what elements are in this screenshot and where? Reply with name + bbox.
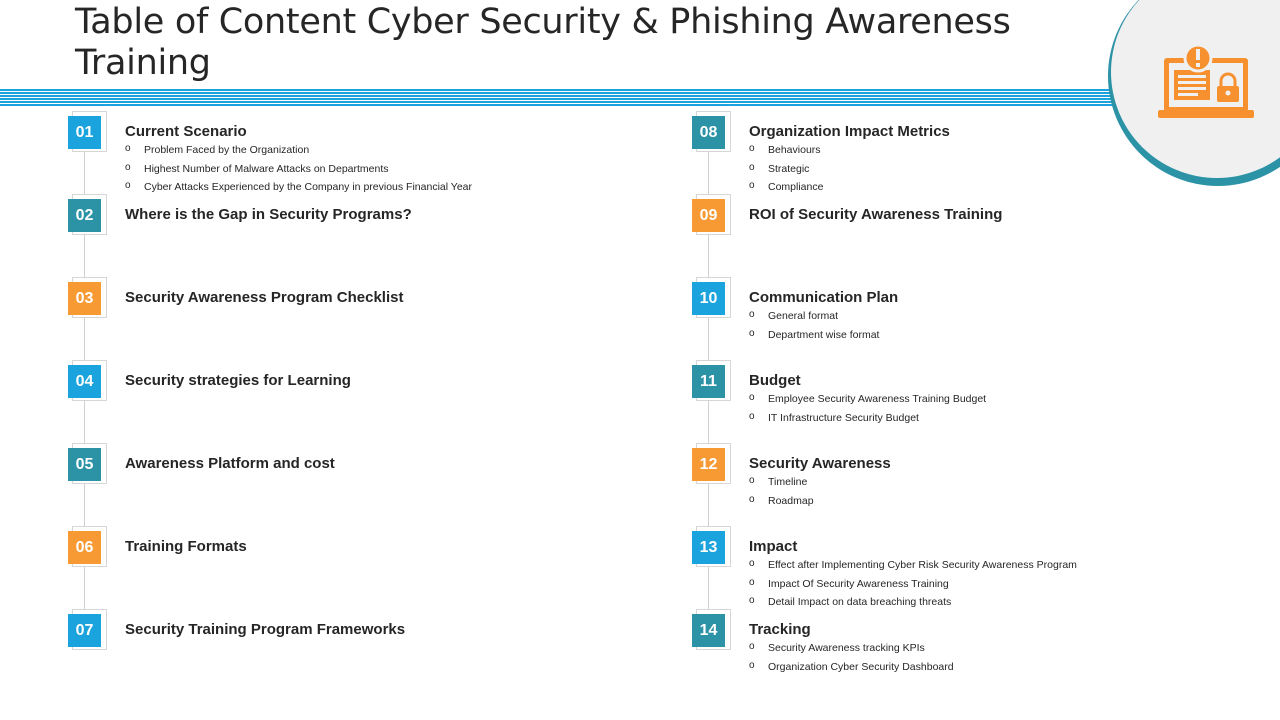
toc-item — [692, 360, 1252, 440]
connector-line — [84, 396, 85, 444]
sub-item: o Highest Number of Malware Attacks on Departments — [125, 160, 472, 179]
item-number: 14 — [692, 614, 725, 647]
sub-item: o Detail Impact on data breaching threats — [749, 593, 1077, 612]
sub-item: o Compliance — [749, 178, 823, 197]
number-badge — [68, 277, 106, 318]
item-title: Security Awareness Program Checklist — [125, 289, 404, 306]
toc-item — [68, 194, 628, 274]
sub-item-list — [749, 307, 879, 344]
item-title: ROI of Security Awareness Training — [749, 206, 1003, 223]
item-number: 10 — [692, 282, 725, 315]
toc-item — [68, 526, 628, 606]
item-number: 04 — [68, 365, 101, 398]
sub-item-list — [125, 141, 472, 197]
number-badge — [692, 194, 730, 235]
connector-line — [84, 230, 85, 278]
item-title: Communication Plan — [749, 289, 899, 306]
connector-line — [84, 147, 85, 195]
item-title: Where is the Gap in Security Programs? — [125, 206, 412, 223]
toc-item — [692, 277, 1252, 357]
connector-line — [708, 562, 709, 610]
sub-item: o Effect after Implementing Cyber Risk Security Awareness Program — [749, 556, 1077, 575]
connector-line — [84, 479, 85, 527]
number-badge — [68, 360, 106, 401]
item-title: Organization Impact Metrics — [749, 123, 950, 140]
sub-item: o Cyber Attacks Experienced by the Company in previous Financial Year — [125, 178, 472, 197]
item-number: 11 — [692, 365, 725, 398]
sub-item-list — [749, 556, 1077, 612]
toc-item — [692, 194, 1252, 274]
sub-item-list — [749, 639, 954, 676]
connector-line — [708, 396, 709, 444]
item-number: 12 — [692, 448, 725, 481]
item-number: 03 — [68, 282, 101, 315]
toc-item — [68, 277, 628, 357]
sub-item: o IT Infrastructure Security Budget — [749, 409, 986, 428]
item-number: 02 — [68, 199, 101, 232]
sub-item: o Department wise format — [749, 326, 879, 345]
toc-item — [68, 360, 628, 440]
item-title: Security Awareness — [749, 455, 891, 472]
sub-item-list — [749, 141, 823, 197]
toc-item — [692, 609, 1252, 689]
toc-item — [68, 609, 628, 689]
sub-item: o Roadmap — [749, 492, 814, 511]
item-number: 06 — [68, 531, 101, 564]
sub-item: o General format — [749, 307, 879, 326]
sub-item: o Strategic — [749, 160, 823, 179]
sub-item: o Impact Of Security Awareness Training — [749, 575, 1077, 594]
sub-item: o Behaviours — [749, 141, 823, 160]
item-number: 07 — [68, 614, 101, 647]
header-stripes — [0, 89, 1150, 109]
item-number: 13 — [692, 531, 725, 564]
sub-item: o Organization Cyber Security Dashboard — [749, 658, 954, 677]
sub-item-list — [749, 473, 814, 510]
connector-line — [708, 313, 709, 361]
number-badge — [692, 277, 730, 318]
number-badge — [692, 443, 730, 484]
toc-item — [692, 111, 1252, 191]
number-badge — [692, 526, 730, 567]
laptop-lock-warning-icon — [1158, 44, 1254, 120]
sub-item: o Security Awareness tracking KPIs — [749, 639, 954, 658]
number-badge — [692, 360, 730, 401]
connector-line — [84, 562, 85, 610]
item-number: 05 — [68, 448, 101, 481]
connector-line — [708, 147, 709, 195]
connector-line — [708, 230, 709, 278]
item-title: Security Training Program Frameworks — [125, 621, 406, 638]
number-badge — [692, 609, 730, 650]
item-number: 01 — [68, 116, 101, 149]
number-badge — [692, 111, 730, 152]
connector-line — [708, 479, 709, 527]
number-badge — [68, 111, 106, 152]
item-title: Security strategies for Learning — [125, 372, 351, 389]
toc-item — [68, 111, 628, 191]
item-title: Awareness Platform and cost — [125, 455, 335, 472]
sub-item-list — [749, 390, 986, 427]
item-title: Training Formats — [125, 538, 247, 555]
item-title: Current Scenario — [125, 123, 247, 140]
item-number: 09 — [692, 199, 725, 232]
item-number: 08 — [692, 116, 725, 149]
page-title: Table of Content Cyber Security & Phishing Awareness Training — [75, 2, 1011, 83]
number-badge — [68, 526, 106, 567]
toc-item — [68, 443, 628, 523]
item-title: Impact — [749, 538, 798, 555]
item-title: Tracking — [749, 621, 811, 638]
sub-item: o Timeline — [749, 473, 814, 492]
sub-item: o Problem Faced by the Organization — [125, 141, 472, 160]
toc-item — [692, 526, 1252, 606]
number-badge — [68, 609, 106, 650]
number-badge — [68, 194, 106, 235]
toc-item — [692, 443, 1252, 523]
sub-item: o Employee Security Awareness Training Budget — [749, 390, 986, 409]
item-title: Budget — [749, 372, 801, 389]
connector-line — [84, 313, 85, 361]
number-badge — [68, 443, 106, 484]
